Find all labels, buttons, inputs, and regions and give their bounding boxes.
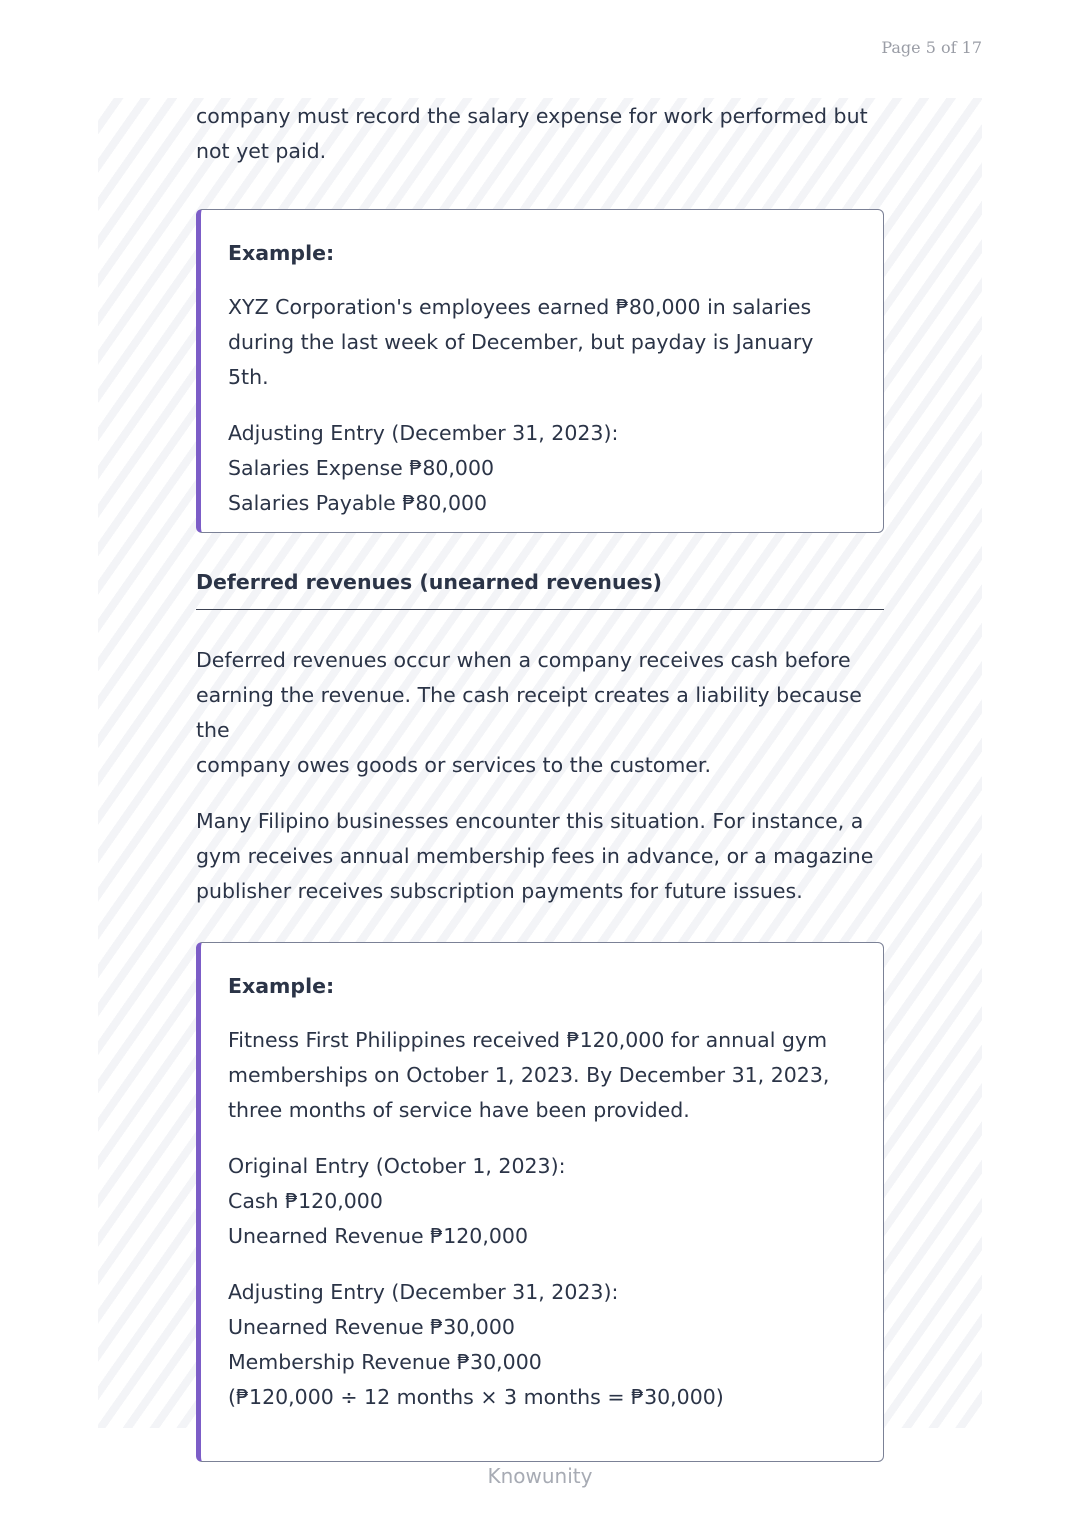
example-description-line: Fitness First Philippines received ₱120,000 for annual gym [228,1028,828,1052]
entry-line: Salaries Expense ₱80,000 [228,456,495,480]
intro-line: company must record the salary expense for work performed but [196,104,868,128]
example-description-line: XYZ Corporation's employees earned ₱80,000 in salaries [228,295,812,319]
deferred-revenue-paragraph [196,643,884,783]
entry-line: Salaries Payable ₱80,000 [228,491,488,515]
example-title: Example: [228,974,335,998]
entry-heading: Original Entry (October 1, 2023): [228,1154,566,1178]
example-description-line: during the last week of December, but payday is January 5th. [228,330,814,389]
filipino-business-paragraph [196,804,884,909]
intro-paragraph [196,99,884,169]
paragraph-line: publisher receives subscription payments for future issues. [196,879,803,903]
entry-line: Unearned Revenue ₱120,000 [228,1224,528,1248]
entry-heading: Adjusting Entry (December 31, 2023): [228,1280,619,1304]
paragraph-line: gym receives annual membership fees in advance, or a magazine [196,844,874,868]
paragraph-line: earning the revenue. The cash receipt creates a liability because the [196,683,862,742]
paragraph-line: company owes goods or services to the customer. [196,753,711,777]
entry-heading: Adjusting Entry (December 31, 2023): [228,421,619,445]
intro-line: not yet paid. [196,139,327,163]
entry-calculation: (₱120,000 ÷ 12 months × 3 months = ₱30,000) [228,1385,724,1409]
footer-brand-logo: Knowunity [487,1464,593,1488]
page-content [196,98,884,1462]
example-description-line: memberships on October 1, 2023. By December 31, 2023, [228,1063,830,1087]
paragraph-line: Many Filipino businesses encounter this situation. For instance, a [196,809,864,833]
section-heading: Deferred revenues (unearned revenues) [196,565,884,610]
entry-line: Cash ₱120,000 [228,1189,383,1213]
entry-line: Unearned Revenue ₱30,000 [228,1315,515,1339]
page-number: Page 5 of 17 [881,38,982,57]
example-description-line: three months of service have been provided. [228,1098,690,1122]
example-title: Example: [228,241,335,265]
example-box-salaries [196,209,884,533]
example-box-unearned-revenue [196,942,884,1462]
paragraph-line: Deferred revenues occur when a company receives cash before [196,648,851,672]
entry-line: Membership Revenue ₱30,000 [228,1350,542,1374]
